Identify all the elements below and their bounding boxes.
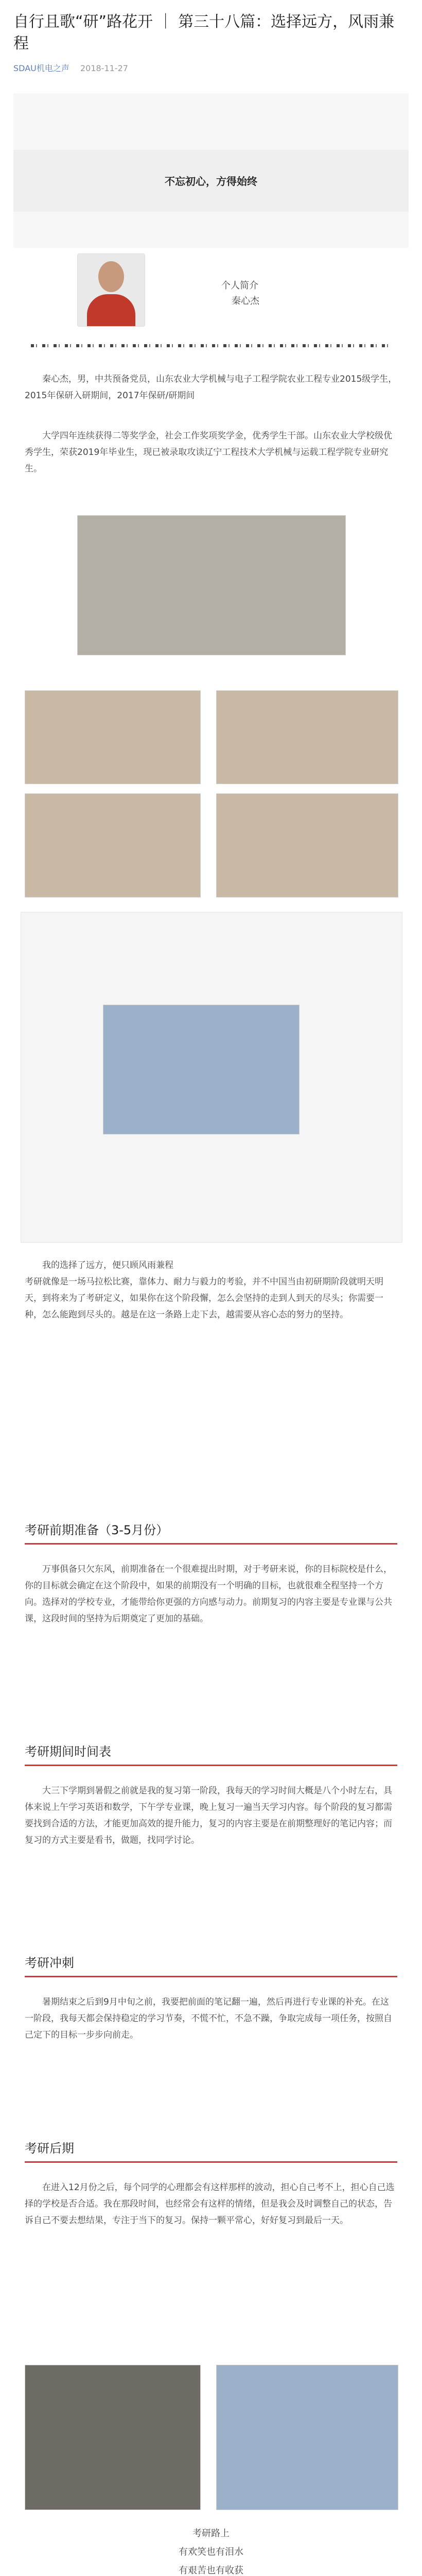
publish-date: 2018-11-27 — [80, 63, 128, 73]
section-underline — [25, 1543, 397, 1545]
memory-photo-1 — [25, 2365, 201, 2510]
section-heading-late-stage — [25, 2138, 397, 2163]
hero-banner-image — [13, 93, 409, 248]
decorative-divider — [31, 344, 391, 347]
poem-line: 有欢笑也有泪水 — [179, 2547, 243, 2557]
certificate-photo-3 — [25, 793, 201, 897]
profile-photo — [77, 253, 145, 327]
section-heading-timetable — [25, 1741, 397, 1766]
intro-paragraph-1: 秦心杰，男，中共预备党员，山东农业大学机械与电子工程学院农业工程专业2015级学生，2015年保研入研期间，2017年保研/研期间 — [25, 374, 397, 401]
account-link[interactable]: SDAU机电之声 — [13, 63, 69, 73]
section-heading-preparation — [25, 1520, 397, 1545]
avatar-head — [98, 261, 124, 292]
section-title: 考研后期 — [25, 2141, 74, 2156]
poem-line: 有艰苦也有收获 — [179, 2565, 243, 2576]
section-sprint-body: 暑期结束之后到9月中旬之前，我要把前面的笔记翻一遍，然后再进行专业课的补充。在这一阶段，我每天都会保持稳定的学习节奏，不慌不忙，不急不躁，争取完成每一项任务，按照自己定下的目标一步步向前走。 — [25, 1997, 392, 2040]
poem-block-1 — [0, 2524, 422, 2576]
article-title: 自行且歌“研”路花开 ｜ 第三十八篇：选择远方，风雨兼程 — [13, 13, 395, 53]
section-title: 考研期间时间表 — [25, 1744, 111, 1759]
intro-paragraph-2: 大学四年连续获得二等奖学金，社会工作奖项奖学金，优秀学生干部。山东农业大学校级优秀学生，荣获2019年毕业生，现已被录取攻读辽宁工程技术大学机械与运载工程学院专业研究生。 — [25, 431, 392, 474]
campus-life-photo — [103, 1005, 300, 1134]
avatar-shirt — [87, 294, 135, 327]
section-underline — [25, 2161, 397, 2163]
article-header — [0, 0, 422, 74]
certificate-photo-4 — [216, 793, 398, 897]
poem-line: 考研路上 — [192, 2528, 230, 2539]
section-preparation-body: 万事俱备只欠东风，前期准备在一个很难提出时期，对于考研来说，你的目标院校是什么，你的目标就会确定在这个阶段中，如果的前期没有一个明确的目标，也就很难全程坚持一个方向。选择对的学校专业，才能带给你更强的方向感与动力。前期复习的内容主要是专业课与公共课，这段时间的坚持为后期奠定了更加的基础。 — [25, 1564, 392, 1624]
motto-text: 不忘初心，方得始终 — [165, 175, 257, 188]
profile-label: 个人简介 — [221, 280, 258, 291]
section-heading-sprint — [25, 1953, 397, 1977]
certificate-photo-2 — [216, 690, 398, 784]
certificate-photo-1 — [25, 690, 201, 784]
profile-name: 秦心杰 — [232, 296, 259, 307]
section-timetable-body: 大三下学期到暑假之前就是我的复习第一阶段，我每天的学习时间大概是八个小时左右，具体来说上午学习英语和数学，下午学专业课，晚上复习一遍当天学习内容。每个阶段的复习都需要找到合适的方法，才能更加高效的提升能力，复习的内容主要是在前期整理好的笔记内容；而复习的方式主要是看书，做题，找同学讨论。 — [25, 1786, 392, 1845]
section-title: 考研前期准备（3-5月份） — [25, 1523, 169, 1537]
memory-photo-2 — [216, 2365, 398, 2510]
section-late-stage-body: 在进入12月份之后，每个同学的心理都会有这样那样的波动，担心自己考不上，担心自己选择的学校是否合适。我在那段时间，也经常会有这样的情绪，但是我会及时调整自己的状态，告诉自己不要去想结果，专注于当下的复习。保持一颗平常心，好好复习到最后一天。 — [25, 2182, 395, 2226]
article-meta — [13, 62, 409, 74]
section-underline — [25, 1976, 397, 1977]
section-title: 考研冲刺 — [25, 1956, 74, 1970]
campus-photo — [77, 515, 346, 655]
section-underline — [25, 1765, 397, 1766]
motivation-paragraph: 我的选择了远方，便只顾风雨兼程 考研就像是一场马拉松比赛，靠体力、耐力与毅力的考验，并不中国当由初研期阶段就明天明天，到将来为了考研定义，如果你在这个阶段懈，怎么会坚持的走到人到天的尽头；你需要一种，怎么能跑到尽头的。越是在这一条路上走下去，越需要从容心态的努力的坚持。 — [25, 1260, 383, 1320]
